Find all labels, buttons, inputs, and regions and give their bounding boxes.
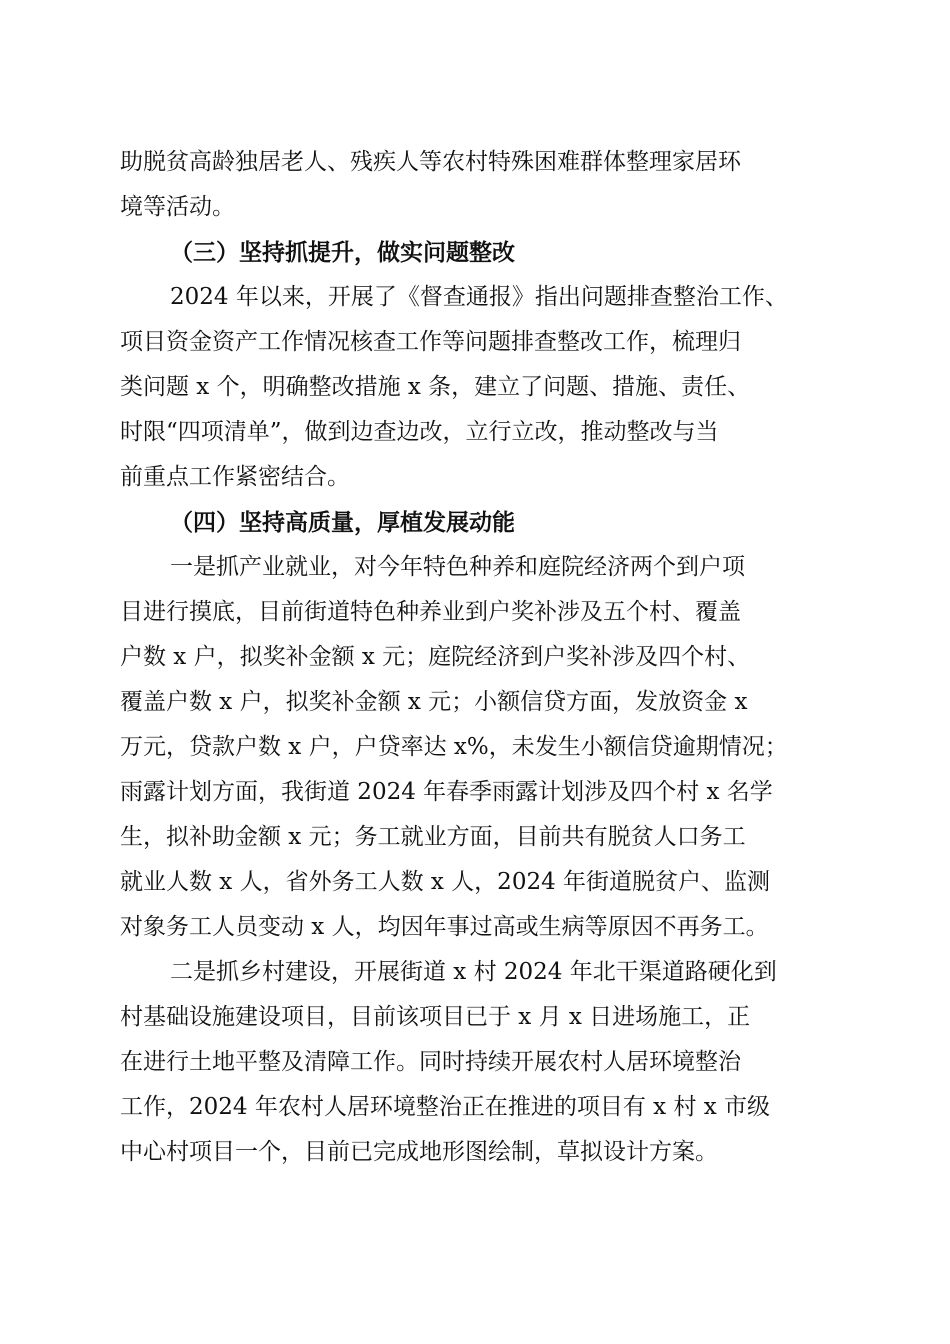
paragraph-problem-rectification: 2024 年以来，开展了《督查通报》指出问题排查整治工作、 项目资金资产工作情况核查工作等问题排查整改工作，梳理归 类问题 x 个，明确整改措施 x 条，建立了问题、措施、责任、 时限“四项清单”，做到边查边改，立行立改，推动整改与当 前重点工作紧密结合。 [120, 284, 788, 490]
paragraph-continuation: 助脱贫高龄独居老人、残疾人等农村特殊困难群体整理家居环 境等活动。 [120, 149, 741, 220]
paragraph-industry-employment: 一是抓产业就业，对今年特色种养和庭院经济两个到户项 目进行摸底，目前街道特色种养业到户奖补涉及五个村、覆盖 户数 x 户，拟奖补金额 x 元；庭院经济到户奖补涉及四个村、 覆盖户数 x 户，拟奖补金额 x 元；小额信贷方面，发放资金 x 万元，贷款户数 x 户，户贷率达 x%，未发生小额信贷逾期情况； 雨露计划方面，我街道 2024 年春季雨露计划涉及四个村 x 名学 生，拟补助金额 x 元；务工就业方面，目前共有脱贫人口务工 就业人数 x 人，省外务工人数 x 人，2024 年街道脱贫户、监测 对象务工人员变动 x 人，均因年事过高或生病等原因不再务工。 [120, 554, 788, 940]
document-body [120, 140, 832, 1175]
paragraph-rural-construction: 二是抓乡村建设，开展街道 x 村 2024 年北干渠道路硬化到 村基础设施建设项目，目前该项目已于 x 月 x 日进场施工，正 在进行土地平整及清障工作。同时持续开展农村人居环境整治 工作，2024 年农村人居环境整治正在推进的项目有 x 村 x 市级 中心村项目一个，目前已完成地形图绘制，草拟设计方案。 [120, 959, 777, 1165]
section-heading-4: （四）坚持高质量，厚植发展动能 [170, 509, 515, 536]
section-heading-3: （三）坚持抓提升，做实问题整改 [170, 239, 515, 266]
